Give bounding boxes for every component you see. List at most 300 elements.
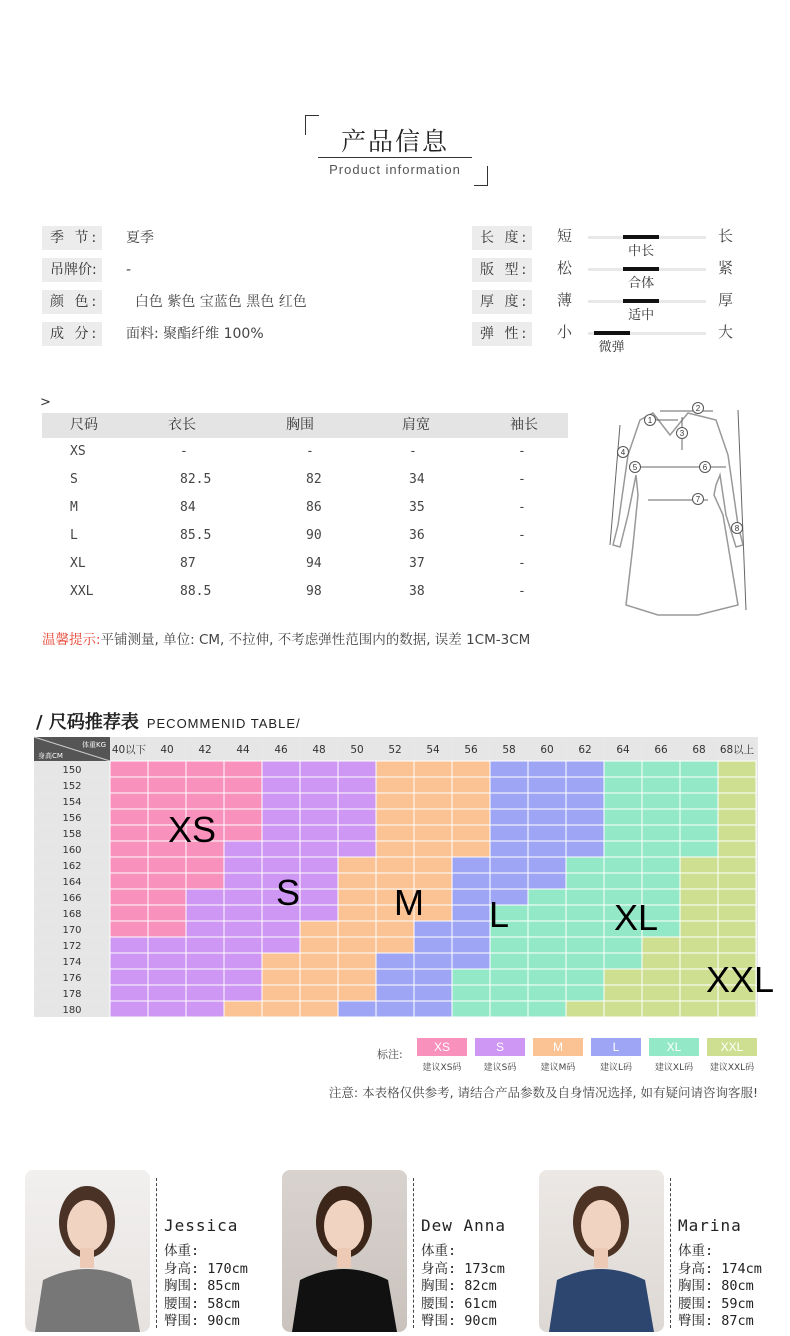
size-cell-length: 88.5	[180, 584, 212, 599]
size-cell-bust: 98	[306, 584, 322, 599]
zone-label-xl: XL	[614, 897, 659, 938]
grid-cell	[414, 841, 452, 857]
model-height-3: 身高: 174cm	[678, 1260, 762, 1277]
grid-cell	[148, 889, 186, 905]
diagram-number-text: 5	[632, 463, 638, 472]
model-photo-1	[25, 1170, 150, 1332]
grid-cell	[566, 761, 604, 777]
grid-cell	[338, 841, 376, 857]
size-cell-length: 85.5	[180, 528, 212, 543]
grid-cell	[414, 969, 452, 985]
grid-cell	[680, 937, 718, 953]
grid-cell	[148, 953, 186, 969]
grid-cell	[224, 841, 262, 857]
grid-corner-height-label: 身高CM	[38, 752, 63, 760]
grid-cell	[224, 857, 262, 873]
grid-cell	[110, 761, 148, 777]
grid-cell	[452, 953, 490, 969]
scale-selected-elasticity: 微弹	[598, 340, 625, 355]
size-cell-length: 82.5	[180, 472, 212, 487]
grid-cell	[376, 937, 414, 953]
info-label-season: 季 节:	[42, 226, 102, 250]
grid-cell	[566, 825, 604, 841]
model-divider-3	[670, 1178, 671, 1328]
grid-cell	[224, 761, 262, 777]
grid-cell	[452, 921, 490, 937]
weight-header-16: 68以上	[719, 744, 755, 756]
model-height-1: 身高: 170cm	[164, 1260, 248, 1277]
grid-cell	[566, 889, 604, 905]
grid-cell	[186, 857, 224, 873]
height-header-150: 150	[62, 765, 82, 776]
grid-cell	[224, 825, 262, 841]
grid-cell	[376, 969, 414, 985]
grid-cell	[414, 777, 452, 793]
grid-cell	[566, 873, 604, 889]
grid-cell	[414, 793, 452, 809]
grid-cell	[224, 1001, 262, 1017]
grid-cell	[642, 841, 680, 857]
grid-cell	[338, 793, 376, 809]
grid-cell	[528, 985, 566, 1001]
scale-marker-thickness	[623, 299, 659, 303]
diagram-number-8	[732, 523, 743, 534]
grid-cell	[376, 857, 414, 873]
grid-cell	[186, 953, 224, 969]
page-subtitle: Product information	[329, 162, 461, 177]
diagram-number-6	[700, 462, 711, 473]
model-waist-3: 腰围: 59cm	[678, 1295, 754, 1312]
grid-cell	[148, 793, 186, 809]
grid-cell	[148, 905, 186, 921]
grid-cell	[452, 809, 490, 825]
legend-caption-xxl: 建议XXL码	[709, 1063, 755, 1073]
model-silhouette	[539, 1170, 664, 1332]
grid-cell	[452, 985, 490, 1001]
scale-low-thickness: 薄	[557, 291, 573, 309]
size-cell-size: XXL	[70, 584, 94, 599]
grid-cell	[490, 953, 528, 969]
grid-cell	[528, 777, 566, 793]
height-header-156: 156	[62, 813, 82, 824]
grid-cell	[338, 889, 376, 905]
legend-caption-m: 建议M码	[540, 1063, 576, 1073]
grid-cell	[604, 809, 642, 825]
grid-cell	[604, 825, 642, 841]
legend-swatch-xxl: XXL	[707, 1038, 757, 1056]
grid-cell	[262, 841, 300, 857]
zone-label-xs: XS	[168, 809, 217, 850]
grid-cell	[110, 905, 148, 921]
grid-cell	[718, 777, 756, 793]
grid-cell	[148, 921, 186, 937]
height-header-178: 178	[62, 989, 82, 1000]
grid-cell	[300, 921, 338, 937]
grid-cell	[490, 937, 528, 953]
size-cell-sleeve: -	[518, 500, 526, 515]
legend-swatch-l: L	[591, 1038, 641, 1056]
size-cell-size: S	[70, 472, 78, 487]
grid-cell	[680, 905, 718, 921]
grid-cell	[718, 825, 756, 841]
grid-cell	[452, 761, 490, 777]
grid-cell	[528, 1001, 566, 1017]
weight-header-14: 66	[654, 744, 668, 756]
size-cell-size: XS	[70, 444, 86, 459]
grid-cell	[262, 921, 300, 937]
grid-cell	[338, 777, 376, 793]
size-cell-bust: 94	[306, 556, 322, 571]
model-neck	[594, 1248, 608, 1268]
grid-cell	[642, 969, 680, 985]
grid-cell	[338, 873, 376, 889]
grid-cell	[490, 841, 528, 857]
grid-cell	[566, 905, 604, 921]
grid-cell	[680, 777, 718, 793]
grid-cell	[110, 841, 148, 857]
size-cell-length: -	[180, 444, 188, 459]
grid-cell	[414, 825, 452, 841]
model-weight-2: 体重:	[421, 1243, 457, 1259]
grid-cell	[528, 793, 566, 809]
model-neck	[337, 1248, 351, 1268]
size-recommend-grid	[34, 737, 775, 1017]
grid-cell	[338, 953, 376, 969]
size-cell-shoulder: 35	[409, 500, 425, 515]
scale-marker-fit	[623, 267, 659, 271]
grid-cell	[566, 921, 604, 937]
grid-cell	[680, 857, 718, 873]
grid-cell	[566, 841, 604, 857]
weight-header-6: 50	[350, 744, 364, 756]
grid-cell	[414, 857, 452, 873]
grid-cell	[490, 793, 528, 809]
model-photo-2	[282, 1170, 407, 1332]
grid-cell	[718, 937, 756, 953]
grid-cell	[566, 857, 604, 873]
grid-cell	[110, 873, 148, 889]
model-hip-3: 臀围: 87cm	[678, 1313, 754, 1329]
grid-cell	[300, 857, 338, 873]
grid-cell	[338, 825, 376, 841]
measure-line-8	[738, 410, 746, 610]
grid-cell	[680, 889, 718, 905]
grid-cell	[262, 825, 300, 841]
grid-cell	[148, 873, 186, 889]
model-hip-1: 臀围: 90cm	[164, 1313, 240, 1329]
grid-cell	[528, 889, 566, 905]
scale-selected-fit: 合体	[628, 276, 655, 291]
grid-cell	[148, 937, 186, 953]
size-cell-shoulder: 36	[409, 528, 425, 543]
grid-cell	[262, 761, 300, 777]
zone-label-s: S	[276, 872, 301, 913]
grid-cell	[528, 873, 566, 889]
grid-cell	[338, 905, 376, 921]
grid-cell	[376, 825, 414, 841]
height-header-154: 154	[62, 797, 82, 808]
zone-label-l: L	[489, 894, 510, 935]
scale-low-length: 短	[557, 227, 573, 245]
title-underline	[318, 157, 472, 158]
grid-cell	[642, 985, 680, 1001]
size-cell-sleeve: -	[518, 584, 526, 599]
scale-high-length: 长	[718, 227, 734, 245]
info-label-thickness: 厚 度:	[472, 290, 532, 314]
grid-cell	[414, 761, 452, 777]
height-header-152: 152	[62, 781, 82, 792]
grid-cell	[338, 921, 376, 937]
grid-cell	[300, 969, 338, 985]
size-header-length: 衣长	[168, 417, 196, 433]
model-name-2: Dew Anna	[421, 1216, 507, 1235]
size-cell-size: XL	[70, 556, 86, 571]
size-cell-shoulder: 38	[409, 584, 425, 599]
diagram-number-5	[630, 462, 641, 473]
grid-cell	[680, 793, 718, 809]
diagram-number-text: 2	[695, 404, 701, 413]
weight-header-8: 54	[426, 744, 440, 756]
height-header-172: 172	[62, 941, 82, 952]
grid-cell	[376, 777, 414, 793]
weight-header-1: 40	[160, 744, 174, 756]
grid-cell	[528, 841, 566, 857]
info-value-color: 白色 紫色 宝蓝色 黑色 红色	[126, 294, 307, 310]
legend-caption-s: 建议S码	[483, 1063, 517, 1073]
grid-cell	[338, 761, 376, 777]
grid-cell	[490, 857, 528, 873]
grid-cell	[680, 841, 718, 857]
dress-measurement-diagram	[598, 395, 758, 625]
zone-label-m: M	[394, 882, 424, 923]
diagram-number-1	[645, 415, 656, 426]
model-outfit	[35, 1269, 140, 1332]
grid-cell	[414, 921, 452, 937]
grid-cell	[566, 777, 604, 793]
grid-cell	[338, 937, 376, 953]
grid-cell	[262, 793, 300, 809]
info-label-length: 长 度:	[472, 226, 532, 250]
grid-cell	[300, 937, 338, 953]
grid-cell	[452, 873, 490, 889]
grid-cell	[604, 777, 642, 793]
diagram-number-text: 4	[620, 448, 626, 457]
measure-line-4	[610, 425, 620, 545]
grid-cell	[300, 905, 338, 921]
grid-cell	[376, 921, 414, 937]
tip-text: 平铺测量, 单位: CM, 不拉伸, 不考虑弹性范围内的数据, 误差 1CM-3CM	[100, 632, 531, 648]
size-header-bust: 胸围	[286, 417, 314, 433]
grid-cell	[224, 937, 262, 953]
grid-cell	[490, 777, 528, 793]
legend-caption-l: 建议L码	[599, 1063, 632, 1073]
grid-cell	[718, 857, 756, 873]
grid-cell	[338, 1001, 376, 1017]
grid-cell	[262, 953, 300, 969]
weight-header-2: 42	[198, 744, 212, 756]
size-header-shoulder: 肩宽	[402, 417, 430, 433]
model-height-2: 身高: 173cm	[421, 1260, 505, 1277]
grid-cell	[186, 937, 224, 953]
grid-cell	[490, 761, 528, 777]
model-name-3: Marina	[678, 1216, 742, 1235]
weight-header-11: 60	[540, 744, 554, 756]
diagram-number-text: 3	[679, 429, 685, 438]
grid-cell	[262, 937, 300, 953]
grid-cell	[300, 777, 338, 793]
grid-cell	[300, 889, 338, 905]
recommend-title	[36, 708, 301, 734]
scale-low-elasticity: 小	[557, 323, 573, 341]
grid-cell	[452, 969, 490, 985]
grid-cell	[718, 761, 756, 777]
grid-cell	[262, 969, 300, 985]
grid-cell	[604, 793, 642, 809]
height-header-174: 174	[62, 957, 82, 968]
model-silhouette	[282, 1170, 407, 1332]
grid-cell	[718, 889, 756, 905]
weight-header-0: 40以下	[111, 744, 147, 756]
grid-cell	[224, 969, 262, 985]
grid-cell	[224, 889, 262, 905]
grid-cell	[148, 777, 186, 793]
scale-marker-elasticity	[594, 331, 630, 335]
grid-cell	[566, 985, 604, 1001]
grid-cell	[338, 857, 376, 873]
grid-cell	[414, 1001, 452, 1017]
page-title: 产品信息	[340, 127, 449, 156]
model-bust-3: 胸围: 80cm	[678, 1278, 754, 1294]
grid-cell	[490, 873, 528, 889]
grid-cell	[528, 809, 566, 825]
grid-cell	[528, 937, 566, 953]
grid-cell	[186, 905, 224, 921]
scale-high-fit: 紧	[718, 259, 734, 277]
grid-cell	[262, 777, 300, 793]
diagram-number-text: 6	[702, 463, 708, 472]
grid-cell	[300, 873, 338, 889]
weight-header-9: 56	[464, 744, 478, 756]
scale-high-thickness: 厚	[718, 291, 734, 309]
size-table-marker: >	[40, 395, 51, 410]
grid-cell	[490, 809, 528, 825]
weight-header-10: 58	[502, 744, 516, 756]
grid-cell	[642, 857, 680, 873]
grid-cell	[490, 1001, 528, 1017]
grid-cell	[452, 793, 490, 809]
grid-cell	[490, 969, 528, 985]
model-bust-1: 胸围: 85cm	[164, 1278, 240, 1294]
weight-header-12: 62	[578, 744, 592, 756]
grid-cell	[680, 761, 718, 777]
grid-cell	[300, 809, 338, 825]
grid-cell	[148, 969, 186, 985]
size-cell-shoulder: 37	[409, 556, 425, 571]
model-weight-3: 体重:	[678, 1243, 714, 1259]
grid-cell	[300, 793, 338, 809]
grid-cell	[262, 1001, 300, 1017]
size-header-size: 尺码	[70, 417, 98, 433]
grid-cell	[110, 985, 148, 1001]
grid-cell	[224, 793, 262, 809]
grid-cell	[642, 873, 680, 889]
model-neck	[80, 1248, 94, 1268]
legend-swatch-s: S	[475, 1038, 525, 1056]
grid-cell	[224, 985, 262, 1001]
grid-cell	[110, 937, 148, 953]
diagram-number-text: 8	[734, 524, 740, 533]
grid-cell	[680, 825, 718, 841]
grid-cell	[148, 761, 186, 777]
grid-cell	[680, 873, 718, 889]
grid-cell	[680, 1001, 718, 1017]
scale-selected-length: 中长	[628, 244, 655, 259]
model-outfit	[292, 1269, 397, 1332]
grid-cell	[376, 793, 414, 809]
model-face	[67, 1200, 107, 1252]
grid-cell	[642, 793, 680, 809]
grid-cell	[452, 857, 490, 873]
grid-cell	[528, 905, 566, 921]
weight-header-3: 44	[236, 744, 250, 756]
grid-cell	[110, 793, 148, 809]
tip-label: 温馨提示:	[42, 632, 101, 648]
weight-header-7: 52	[388, 744, 402, 756]
grid-cell	[452, 841, 490, 857]
grid-cell	[186, 985, 224, 1001]
grid-cell	[110, 857, 148, 873]
grid-cell	[604, 953, 642, 969]
size-cell-size: L	[70, 528, 78, 543]
grid-corner-weight-label: 体重KG	[81, 741, 106, 749]
grid-cell	[566, 953, 604, 969]
recommend-note: 注意: 本表格仅供参考, 请结合产品参数及自身情况选择, 如有疑问请咨询客服!	[328, 1085, 758, 1100]
info-value-material: 面料: 聚酯纤维 100%	[126, 326, 264, 342]
grid-cell	[338, 969, 376, 985]
grid-cell	[528, 857, 566, 873]
grid-cell	[224, 921, 262, 937]
grid-cell	[338, 809, 376, 825]
size-cell-sleeve: -	[518, 528, 526, 543]
scale-low-fit: 松	[557, 259, 573, 277]
size-cell-size: M	[70, 500, 78, 515]
grid-cell	[186, 777, 224, 793]
height-header-168: 168	[62, 909, 82, 920]
grid-cell	[452, 777, 490, 793]
grid-cell	[262, 857, 300, 873]
grid-cell	[680, 921, 718, 937]
grid-cell	[300, 841, 338, 857]
grid-cell	[642, 809, 680, 825]
grid-cell	[148, 1001, 186, 1017]
grid-cell	[376, 1001, 414, 1017]
size-cell-length: 84	[180, 500, 196, 515]
grid-cell	[262, 809, 300, 825]
grid-cell	[604, 937, 642, 953]
grid-cell	[718, 793, 756, 809]
grid-cell	[224, 905, 262, 921]
legend-label: 标注:	[377, 1048, 403, 1061]
model-bust-2: 胸围: 82cm	[421, 1278, 497, 1294]
size-cell-bust: 90	[306, 528, 322, 543]
diagram-number-4	[618, 447, 629, 458]
grid-cell	[604, 985, 642, 1001]
grid-cell	[566, 969, 604, 985]
diagram-number-7	[693, 494, 704, 505]
info-label-material: 成 分:	[42, 322, 102, 346]
grid-cell	[414, 937, 452, 953]
grid-cell	[452, 1001, 490, 1017]
